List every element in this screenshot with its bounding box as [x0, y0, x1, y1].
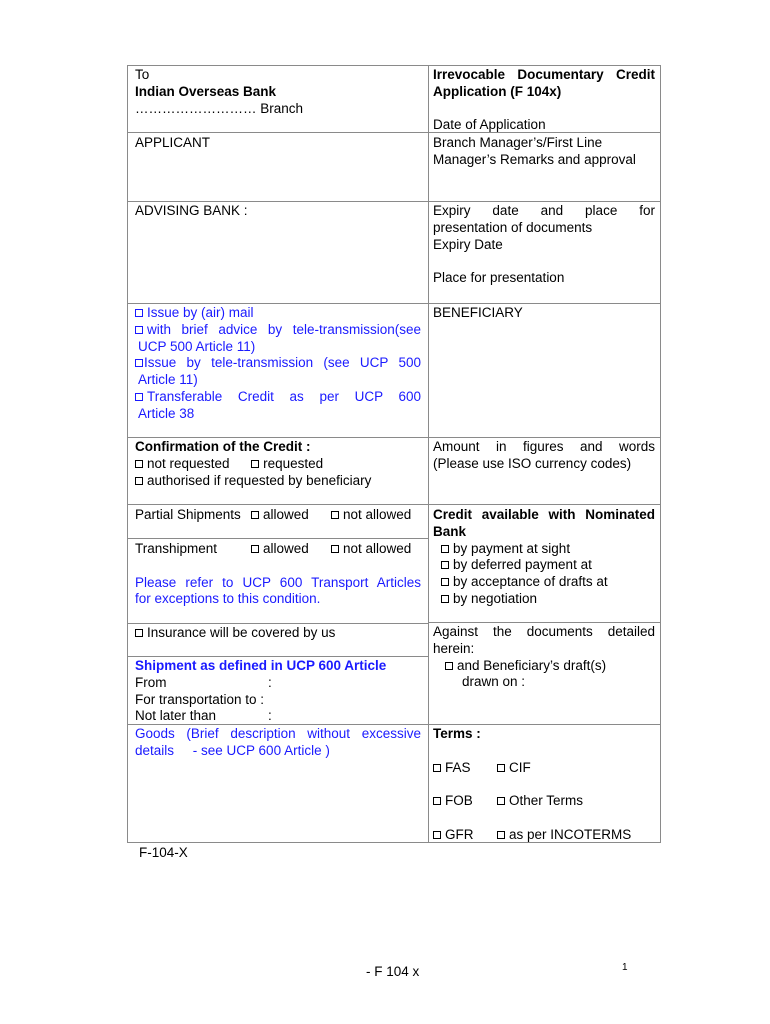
option-label: and Beneficiary’s draft(s) [457, 657, 607, 673]
row-divider [128, 504, 660, 505]
checkbox-icon[interactable] [331, 545, 339, 553]
insurance-label: Insurance will be covered by us [147, 625, 336, 640]
checkbox-icon[interactable] [135, 477, 143, 485]
row-divider [428, 622, 660, 623]
option-label: Other Terms [509, 793, 584, 809]
row-divider [128, 303, 660, 304]
place-of-presentation-field[interactable]: Place for presentation [433, 270, 565, 286]
checkbox-icon[interactable] [441, 595, 449, 603]
goods-label: Goods (Brief description without excessive [135, 726, 421, 741]
term-gfr-option[interactable] [433, 827, 474, 842]
expiry-heading-2: presentation of documents [433, 219, 593, 235]
option-label: not requested [147, 455, 230, 471]
term-other-option[interactable] [497, 793, 583, 810]
terms-label: Terms : [433, 726, 481, 741]
checkbox-icon[interactable] [251, 545, 259, 553]
addressee-block [135, 67, 421, 117]
from-label: From [135, 674, 167, 690]
bank-name: Indian Overseas Bank [135, 83, 277, 99]
advising-bank-label: ADVISING BANK : [135, 203, 248, 218]
issue-option-brief-advice[interactable] [135, 322, 421, 339]
issue-option-teletransmission[interactable] [135, 355, 421, 372]
ucp-refer-note-2: for exceptions to this condition. [135, 591, 321, 607]
shipment-block [135, 658, 421, 725]
option-label: FAS [445, 759, 471, 775]
transportation-to-field[interactable]: For transportation to : [135, 691, 265, 707]
ucp-refer-note: Please refer to UCP 600 Transport Articles [135, 574, 421, 590]
issue-option-label: Issue by tele-transmission (see UCP 500 [144, 355, 421, 371]
row-divider [128, 656, 428, 657]
term-cif-option[interactable] [497, 760, 531, 777]
checkbox-icon[interactable] [497, 764, 505, 772]
checkbox-icon[interactable] [445, 662, 453, 670]
amount-field[interactable] [433, 439, 655, 473]
credit-available-title-2: Bank [433, 523, 467, 539]
applicant-field[interactable] [135, 135, 421, 152]
manager-remarks-field[interactable] [433, 135, 655, 169]
applicant-label: APPLICANT [135, 135, 211, 150]
amount-label: Amount in figures and words [433, 439, 655, 454]
term-incoterms-option[interactable] [497, 827, 631, 844]
credit-available-title: Credit available with Nominated [433, 507, 655, 522]
checkbox-icon[interactable] [497, 797, 505, 805]
option-label: authorised if requested by beneficiary [147, 472, 372, 488]
checkbox-icon[interactable] [433, 764, 441, 772]
from-field[interactable] [135, 675, 421, 692]
issue-options [135, 305, 421, 423]
issue-option-transferable[interactable] [135, 389, 421, 406]
remarks-label: Branch Manager’s/First Line [433, 135, 603, 150]
option-label: not allowed [343, 541, 412, 556]
checkbox-icon[interactable] [441, 578, 449, 586]
partial-not-allowed-option[interactable] [331, 507, 411, 524]
confirmation-requested[interactable] [251, 456, 323, 471]
transhipment-block [135, 541, 421, 608]
checkbox-icon[interactable] [433, 831, 441, 839]
amount-label-2: (Please use ISO currency codes) [433, 455, 632, 471]
form-title-2: Application (F 104x) [433, 83, 562, 99]
option-label: as per INCOTERMS [509, 826, 632, 842]
page-footer-label: - F 104 x [366, 964, 420, 979]
issue-option-airmail[interactable] [135, 305, 421, 322]
issue-option-label-cont: Article 38 [138, 405, 195, 421]
remarks-label-2: Manager’s Remarks and approval [433, 151, 636, 167]
drawn-on-field[interactable]: drawn on : [462, 674, 526, 690]
option-label: FOB [445, 793, 473, 809]
option-label: by acceptance of drafts at [453, 574, 608, 590]
checkbox-icon[interactable] [135, 309, 143, 317]
transhipment-not-allowed-option[interactable] [331, 541, 411, 558]
issue-option-label: with brief advice by tele-transmission(see [147, 321, 421, 337]
shipment-title: Shipment as defined in UCP 600 Article [135, 658, 387, 673]
insurance-option[interactable] [135, 625, 421, 642]
transhipment-row [135, 541, 421, 558]
form-title: Irrevocable Documentary Credit [433, 67, 655, 82]
branch-field[interactable]: ……………………… Branch [135, 100, 304, 116]
checkbox-icon[interactable] [331, 511, 339, 519]
expiry-date-field[interactable]: Expiry Date [433, 236, 503, 252]
checkbox-icon[interactable] [135, 359, 143, 367]
partial-shipments-row [135, 507, 421, 524]
option-label: by negotiation [453, 590, 538, 606]
term-fas-option[interactable] [433, 760, 471, 775]
row-divider [128, 437, 660, 438]
credit-option-deferred[interactable] [433, 557, 655, 574]
goods-field[interactable] [135, 726, 421, 760]
transhipment-label: Transhipment [135, 541, 218, 556]
confirmation-label: Confirmation of the Credit : [135, 439, 311, 454]
to-label: To [135, 67, 150, 82]
issue-option-label: Issue by (air) mail [147, 305, 254, 320]
checkbox-icon[interactable] [441, 545, 449, 553]
credit-option-acceptance[interactable] [433, 574, 655, 591]
credit-option-sight[interactable] [433, 541, 655, 558]
option-label: allowed [263, 541, 309, 556]
option-label: by deferred payment at [453, 557, 592, 573]
checkbox-icon[interactable] [135, 326, 143, 334]
option-label: GFR [445, 826, 474, 842]
checkbox-icon[interactable] [433, 797, 441, 805]
term-fob-option[interactable] [433, 793, 473, 808]
row-divider [128, 623, 428, 624]
not-later-than-field[interactable] [135, 708, 421, 725]
colon: : [268, 674, 272, 690]
expiry-heading: Expiry date and place for [433, 203, 655, 218]
beneficiary-label: BENEFICIARY [433, 305, 523, 320]
credit-option-negotiation[interactable] [433, 591, 655, 608]
row-divider [128, 201, 660, 202]
documents-block [433, 624, 655, 691]
option-label: CIF [509, 759, 531, 775]
form-code: F-104-X [139, 845, 188, 860]
partial-allowed-option[interactable] [251, 507, 309, 524]
confirmation-authorised[interactable] [135, 473, 421, 490]
beneficiary-draft-option[interactable] [433, 658, 655, 675]
option-label: not allowed [343, 507, 412, 522]
partial-shipments-label: Partial Shipments [135, 507, 241, 522]
against-documents-label: Against the documents detailed [433, 624, 655, 639]
confirmation-not-requested[interactable] [135, 456, 230, 471]
transhipment-allowed-option[interactable] [251, 541, 309, 558]
colon: : [268, 708, 272, 724]
issue-option-label-cont: Article 11) [138, 372, 198, 388]
option-label: requested [263, 455, 324, 471]
advising-bank-field[interactable] [135, 203, 421, 220]
checkbox-icon[interactable] [251, 460, 259, 468]
credit-available-block [433, 507, 655, 608]
title-block [433, 67, 655, 134]
checkbox-icon[interactable] [251, 511, 259, 519]
checkbox-icon[interactable] [135, 629, 143, 637]
row-divider [128, 538, 428, 539]
goods-label-2: details - see UCP 600 Article ) [135, 742, 330, 758]
against-documents-label-2: herein: [433, 640, 475, 656]
issue-option-label: Transferable Credit as per UCP 600 [147, 388, 421, 404]
checkbox-icon[interactable] [441, 561, 449, 569]
expiry-block [433, 203, 655, 287]
application-form [127, 65, 661, 843]
date-of-application-field[interactable]: Date of Application [433, 117, 546, 133]
checkbox-icon[interactable] [497, 831, 505, 839]
checkbox-icon[interactable] [135, 460, 143, 468]
row-divider [128, 132, 428, 133]
terms-block [433, 726, 655, 844]
issue-option-label-cont: UCP 500 Article 11) [138, 338, 256, 354]
confirmation-block [135, 439, 421, 489]
not-later-label: Not later than [135, 708, 217, 724]
column-divider [428, 66, 429, 842]
page-number: 1 [622, 962, 628, 973]
beneficiary-field[interactable] [433, 305, 655, 322]
checkbox-icon[interactable] [135, 393, 143, 401]
option-label: by payment at sight [453, 540, 571, 556]
option-label: allowed [263, 507, 309, 522]
